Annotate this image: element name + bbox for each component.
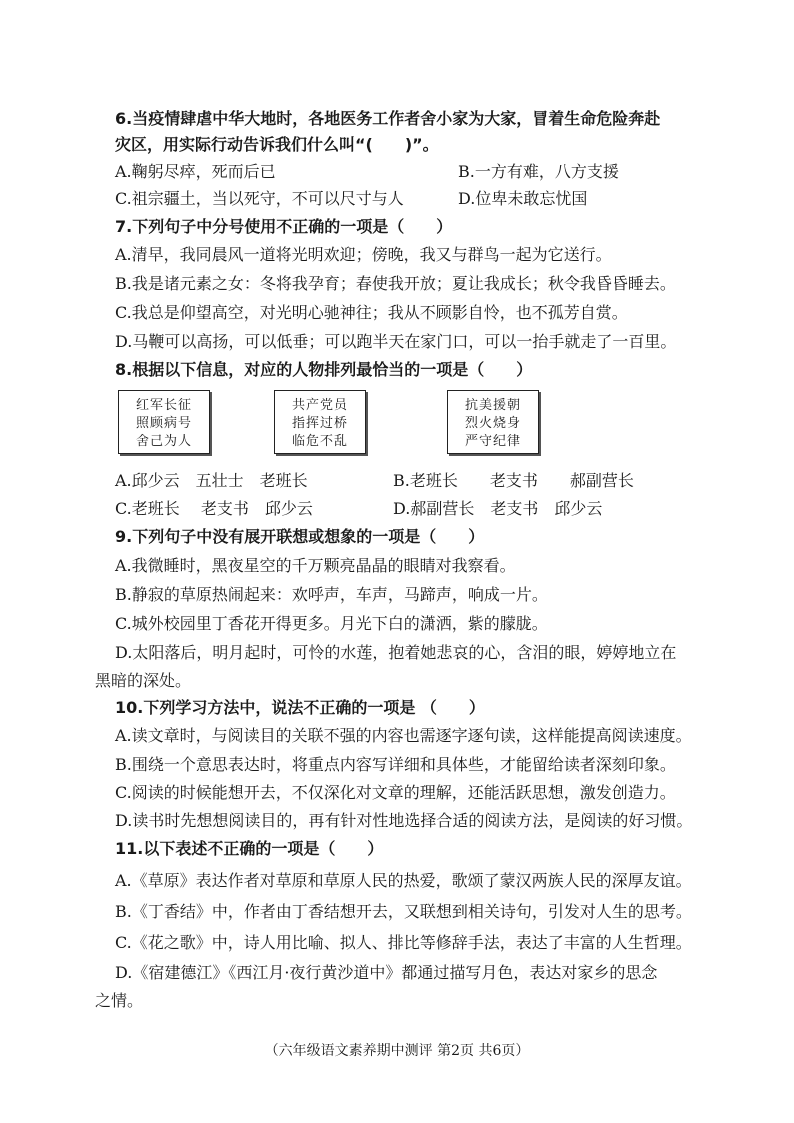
question-11-option-b: B.《丁香结》中，作者由丁香结想开去，又联想到相关诗句，引发对人生的思考。 bbox=[115, 902, 692, 921]
question-11-option-a: A.《草原》表达作者对草原和草原人民的热爱，歌颂了蒙汉两族人民的深厚友谊。 bbox=[115, 871, 692, 890]
info-card-2 bbox=[274, 390, 366, 454]
info-card-1-line1: 红军长征 bbox=[135, 398, 192, 413]
info-card-3-line1: 抗美援朝 bbox=[464, 398, 521, 413]
question-9-option-d-line2: 黑暗的深处。 bbox=[95, 671, 192, 690]
question-6-option-b: B.一方有难，八方支援 bbox=[458, 162, 619, 181]
info-card-1 bbox=[118, 390, 210, 454]
info-card-3 bbox=[447, 390, 539, 454]
question-11-stem: 11.以下表述不正确的一项是（ ） bbox=[115, 839, 384, 858]
question-7-option-a: A.清早，我同晨风一道将光明欢迎；傍晚，我又与群鸟一起为它送行。 bbox=[115, 245, 612, 264]
question-8-stem: 8.根据以下信息，对应的人物排列最恰当的一项是（ ） bbox=[115, 360, 533, 379]
info-card-1-line3: 舍己为人 bbox=[135, 434, 192, 449]
info-card-2-line3: 临危不乱 bbox=[291, 434, 348, 449]
question-10-option-d: D.读书时先想想阅读目的，再有针对性地选择合适的阅读方法，是阅读的好习惯。 bbox=[115, 811, 693, 830]
question-11-option-d-line2: 之情。 bbox=[95, 991, 144, 1010]
question-6-option-c: C.祖宗疆土，当以死守，不可以尺寸与人 bbox=[115, 189, 404, 208]
question-10-option-c: C.阅读的时候能想开去，不仅深化对文章的理解，还能活跃思想，激发创造力。 bbox=[115, 783, 676, 802]
question-6-stem-line2: 灾区，用实际行动告诉我们什么叫“( )”。 bbox=[115, 135, 439, 154]
question-8-option-d: D.郝副营长 老支书 邱少云 bbox=[393, 499, 603, 518]
info-card-1-line2: 照顾病号 bbox=[135, 416, 192, 431]
question-9-option-b: B.静寂的草原热闹起来：欢呼声，车声，马蹄声，响成一片。 bbox=[115, 585, 548, 604]
info-card-2-line1: 共产党员 bbox=[291, 398, 348, 413]
question-10-option-a: A.读文章时，与阅读目的关联不强的内容也需逐字逐句读，这样能提高阅读速度。 bbox=[115, 726, 692, 745]
page-footer: （六年级语文素养期中测评 第2页 共6页） bbox=[264, 1043, 530, 1059]
question-9-option-a: A.我微睡时，黑夜星空的千万颗亮晶晶的眼睛对我察看。 bbox=[115, 556, 516, 575]
info-card-3-line2: 烈火烧身 bbox=[464, 416, 521, 431]
info-card-3-line3: 严守纪律 bbox=[464, 434, 521, 449]
question-6-option-d: D.位卑未敢忘忧国 bbox=[458, 189, 588, 208]
question-11-option-c: C.《花之歌》中，诗人用比喻、拟人、排比等修辞手法，表达了丰富的人生哲理。 bbox=[115, 933, 692, 952]
question-8-option-b: B.老班长 老支书 郝副营长 bbox=[393, 471, 634, 490]
question-7-option-b: B.我是诸元素之女：冬将我孕育；春使我开放；夏让我成长；秋令我昏昏睡去。 bbox=[115, 274, 676, 293]
question-8-option-a: A.邱少云 五壮士 老班长 bbox=[115, 471, 308, 490]
question-7-option-d: D.马鞭可以高扬，可以低垂；可以跑半天在家门口，可以一抬手就走了一百里。 bbox=[115, 332, 677, 351]
question-9-option-c: C.城外校园里丁香花开得更多。月光下白的潇洒，紫的朦胧。 bbox=[115, 614, 548, 633]
info-card-2-line2: 指挥过桥 bbox=[291, 416, 348, 431]
question-7-option-c: C.我总是仰望高空，对光明心驰神往；我从不顾影自怜，也不孤芳自赏。 bbox=[115, 303, 628, 322]
question-11-option-d-line1: D.《宿建德江》《西江月·夜行黄沙道中》都通过描写月色，表达对家乡的思念 bbox=[115, 963, 658, 982]
question-6-stem-line1: 6.当疫情肆虐中华大地时，各地医务工作者舍小家为大家，冒着生命危险奔赴 bbox=[115, 109, 661, 128]
question-7-stem: 7.下列句子中分号使用不正确的一项是（ ） bbox=[115, 217, 453, 236]
question-10-stem: 10.下列学习方法中，说法不正确的一项是 （ ） bbox=[115, 698, 485, 717]
question-10-option-b: B.围绕一个意思表达时，将重点内容写详细和具体些，才能留给读者深刻印象。 bbox=[115, 755, 676, 774]
question-8-option-c: C.老班长 老支书 邱少云 bbox=[115, 499, 313, 518]
question-9-option-d-line1: D.太阳落后，明月起时，可怜的水莲，抱着她悲哀的心，含泪的眼，婷婷地立在 bbox=[115, 643, 677, 662]
question-9-stem: 9.下列句子中没有展开联想或想象的一项是（ ） bbox=[115, 527, 485, 546]
question-6-option-a: A.鞠躬尽瘁，死而后已 bbox=[115, 162, 276, 181]
